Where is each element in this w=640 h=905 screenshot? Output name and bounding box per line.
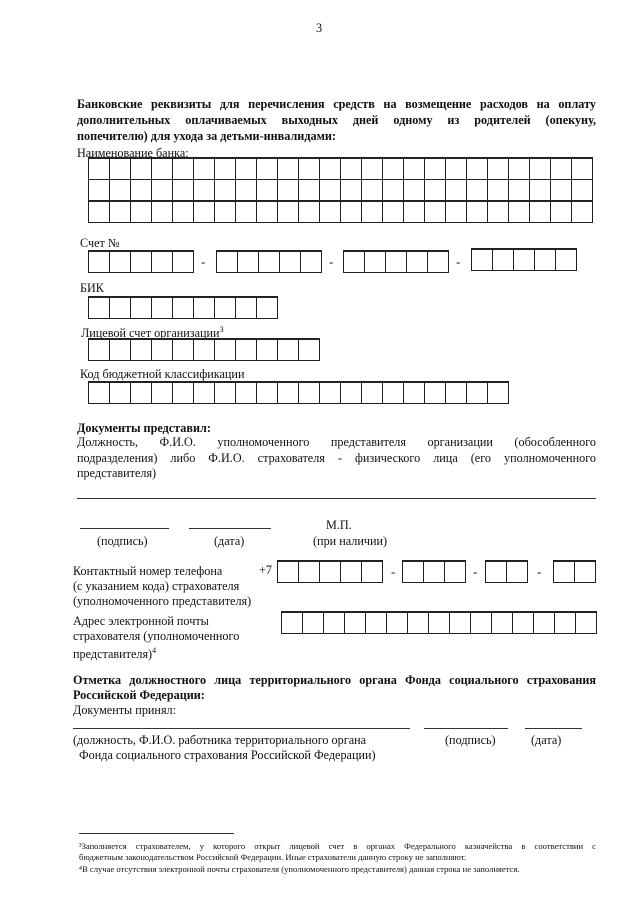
official-date-line[interactable] [525,728,582,729]
input-cell[interactable] [110,251,131,273]
input-cell[interactable] [535,249,556,271]
input-cell[interactable] [215,382,236,404]
input-cell[interactable] [341,158,362,180]
input-cell[interactable] [446,201,467,223]
email-label-line1: Адрес электронной почты [73,614,209,628]
email-label-line2: страхователя (уполномоченного [73,629,240,643]
account-group-4[interactable] [471,248,577,271]
input-cell[interactable] [236,158,257,180]
input-cell[interactable] [152,297,173,319]
input-cell[interactable] [446,382,467,404]
input-cell[interactable] [467,158,488,180]
input-cell[interactable] [236,382,257,404]
input-cell[interactable] [551,158,572,180]
input-cell[interactable] [445,561,466,583]
input-cell[interactable] [362,382,383,404]
bank-name-row-2[interactable] [88,179,593,201]
documents-accepted-label: Документы принял: [73,703,177,717]
input-cell[interactable] [257,382,278,404]
input-cell[interactable] [299,382,320,404]
input-cell[interactable] [152,179,173,201]
phone-dash-1: - [391,564,396,579]
footnote-3-line2: бюджетным законодательством Российской Федерации. Иные страхователи данную строку не заполняют. [79,852,466,862]
input-cell[interactable] [341,382,362,404]
input-cell[interactable] [320,179,341,201]
email-label-line3 [73,644,156,661]
input-cell[interactable] [404,382,425,404]
footnote-mark-3: 3 [219,325,224,334]
documents-heading: Документы представил: [77,421,211,435]
input-cell[interactable] [257,339,278,361]
input-cell[interactable] [407,251,428,273]
input-cell[interactable] [278,561,299,583]
input-cell[interactable] [278,179,299,201]
input-cell[interactable] [173,382,194,404]
documents-text-line3: представителя) [77,466,157,480]
budget-code-cells[interactable] [88,381,509,404]
input-cell[interactable] [324,612,345,634]
bank-heading-line2: дополнительных оплачиваемых выходных дней одному из родителей (опекуну, [77,113,596,127]
official-caption-line2: Фонда социального страхования Российской Федерации) [79,748,376,762]
bank-heading-line1: Банковские реквизиты для перечисления средств на возмещение расходов на оплату [77,97,596,111]
input-cell[interactable] [89,297,110,319]
representative-name-line[interactable] [77,498,596,499]
input-cell[interactable] [278,382,299,404]
input-cell[interactable] [131,382,152,404]
input-cell[interactable] [509,179,530,201]
budget-code-label: Код бюджетной классификации [80,367,245,381]
input-cell[interactable] [493,249,514,271]
input-cell[interactable] [362,201,383,223]
bank-name-row-1[interactable] [88,157,593,180]
input-cell[interactable] [173,201,194,223]
input-cell[interactable] [173,251,194,273]
account-group-2[interactable] [216,250,322,273]
input-cell[interactable] [257,297,278,319]
documents-text-line1: Должность, Ф.И.О. уполномоченного представителя организации (обособленного [77,435,596,449]
email-label-line3-text: представителя) [73,647,153,662]
input-cell[interactable] [486,561,507,583]
input-cell[interactable] [425,179,446,201]
input-cell[interactable] [278,339,299,361]
account-dash-2: - [329,254,334,269]
input-cell[interactable] [217,251,238,273]
input-cell[interactable] [238,251,259,273]
input-cell[interactable] [554,561,575,583]
stamp-label: М.П. [326,518,352,532]
input-cell[interactable] [383,158,404,180]
input-cell[interactable] [299,179,320,201]
phone-label-line3: (уполномоченного представителя) [73,594,252,608]
input-cell[interactable] [576,612,597,634]
input-cell[interactable] [110,201,131,223]
input-cell[interactable] [507,561,528,583]
input-cell[interactable] [345,612,366,634]
input-cell[interactable] [488,158,509,180]
input-cell[interactable] [387,612,408,634]
account-label: Счет № [80,236,120,250]
bank-name-row-3[interactable] [88,201,593,223]
signature-line[interactable] [80,528,169,529]
bik-cells[interactable] [88,296,278,319]
official-date-caption: (дата) [531,733,562,747]
input-cell[interactable] [467,201,488,223]
input-cell[interactable] [215,297,236,319]
input-cell[interactable] [514,249,535,271]
input-cell[interactable] [257,201,278,223]
input-cell[interactable] [555,612,576,634]
page-number: 3 [316,21,323,35]
footnote-mark-4: 4 [152,646,157,655]
input-cell[interactable] [404,179,425,201]
date-line[interactable] [189,528,271,529]
account-group-3[interactable] [343,250,449,273]
signature-caption: (подпись) [97,534,148,548]
input-cell[interactable] [404,158,425,180]
phone-prefix: +7 [259,563,272,577]
input-cell[interactable] [152,201,173,223]
input-cell[interactable] [341,201,362,223]
footnote-3-line1: ³Заполняется страхователем, у которого открыт лицевой счет в органах Федерального казначейства в соответствии с [79,841,596,851]
input-cell[interactable] [383,179,404,201]
input-cell[interactable] [467,382,488,404]
input-cell[interactable] [257,179,278,201]
input-cell[interactable] [89,339,110,361]
input-cell[interactable] [131,158,152,180]
personal-account-label-text: Лицевой счет организации [81,326,220,341]
input-cell[interactable] [365,251,386,273]
input-cell[interactable] [551,201,572,223]
phone-dash-2: - [473,564,478,579]
input-cell[interactable] [236,297,257,319]
input-cell[interactable] [173,339,194,361]
input-cell[interactable] [320,201,341,223]
input-cell[interactable] [236,179,257,201]
documents-text-line2: подразделения) либо Ф.И.О. страхователя - физического лица (его уполномоченного [77,451,596,465]
input-cell[interactable] [131,297,152,319]
input-cell[interactable] [131,251,152,273]
input-cell[interactable] [131,201,152,223]
bank-name-label: Наименование банка: [77,146,189,160]
input-cell[interactable] [572,201,593,223]
input-cell[interactable] [509,201,530,223]
input-cell[interactable] [280,251,301,273]
input-cell[interactable] [152,339,173,361]
bank-heading-line3: попечителю) для ухода за детьми-инвалидами: [77,129,336,143]
input-cell[interactable] [173,179,194,201]
input-cell[interactable] [215,339,236,361]
input-cell[interactable] [320,561,341,583]
input-cell[interactable] [467,179,488,201]
input-cell[interactable] [89,201,110,223]
input-cell[interactable] [472,249,493,271]
input-cell[interactable] [341,561,362,583]
input-cell[interactable] [492,612,513,634]
input-cell[interactable] [299,561,320,583]
official-caption-line1: (должность, Ф.И.О. работника территориального органа [73,733,367,747]
input-cell[interactable] [110,382,131,404]
input-cell[interactable] [341,179,362,201]
input-cell[interactable] [446,179,467,201]
personal-account-cells[interactable] [88,338,320,361]
input-cell[interactable] [110,158,131,180]
input-cell[interactable] [572,179,593,201]
input-cell[interactable] [215,179,236,201]
input-cell[interactable] [89,179,110,201]
input-cell[interactable] [320,158,341,180]
input-cell[interactable] [259,251,280,273]
input-cell[interactable] [383,382,404,404]
input-cell[interactable] [425,382,446,404]
input-cell[interactable] [278,201,299,223]
input-cell[interactable] [488,382,509,404]
input-cell[interactable] [89,382,110,404]
input-cell[interactable] [282,612,303,634]
date-caption: (дата) [214,534,245,548]
input-cell[interactable] [110,179,131,201]
input-cell[interactable] [530,158,551,180]
input-cell[interactable] [152,251,173,273]
input-cell[interactable] [278,158,299,180]
input-cell[interactable] [424,561,445,583]
input-cell[interactable] [408,612,429,634]
input-cell[interactable] [344,251,365,273]
input-cell[interactable] [471,612,492,634]
phone-dash-3: - [537,564,542,579]
input-cell[interactable] [194,382,215,404]
input-cell[interactable] [509,158,530,180]
fss-heading-line2: Российской Федерации: [73,688,205,702]
input-cell[interactable] [194,201,215,223]
input-cell[interactable] [194,339,215,361]
input-cell[interactable] [404,201,425,223]
input-cell[interactable] [530,179,551,201]
bik-label: БИК [80,281,104,295]
official-name-line[interactable] [73,728,410,729]
footnote-separator [79,833,234,834]
input-cell[interactable] [299,339,320,361]
input-cell[interactable] [194,158,215,180]
input-cell[interactable] [236,339,257,361]
email-cells[interactable] [281,611,597,634]
input-cell[interactable] [551,179,572,201]
input-cell[interactable] [89,251,110,273]
fss-heading-line1: Отметка должностного лица территориального органа Фонда социального страхования [73,673,596,687]
input-cell[interactable] [362,179,383,201]
input-cell[interactable] [488,201,509,223]
input-cell[interactable] [301,251,322,273]
input-cell[interactable] [513,612,534,634]
phone-group-2[interactable] [402,560,466,583]
input-cell[interactable] [131,339,152,361]
input-cell[interactable] [362,158,383,180]
phone-label-line1: Контактный номер телефона [73,564,223,578]
input-cell[interactable] [152,382,173,404]
input-cell[interactable] [488,179,509,201]
input-cell[interactable] [556,249,577,271]
input-cell[interactable] [450,612,471,634]
input-cell[interactable] [575,561,596,583]
input-cell[interactable] [425,201,446,223]
input-cell[interactable] [530,201,551,223]
account-group-1[interactable] [88,250,194,273]
input-cell[interactable] [215,201,236,223]
account-dash-1: - [201,254,206,269]
input-cell[interactable] [131,179,152,201]
input-cell[interactable] [194,179,215,201]
input-cell[interactable] [299,201,320,223]
input-cell[interactable] [110,297,131,319]
official-signature-line[interactable] [424,728,508,729]
input-cell[interactable] [215,158,236,180]
phone-group-3[interactable] [485,560,528,583]
stamp-note: (при наличии) [313,534,388,548]
input-cell[interactable] [152,158,173,180]
input-cell[interactable] [303,612,324,634]
input-cell[interactable] [194,297,215,319]
input-cell[interactable] [299,158,320,180]
input-cell[interactable] [429,612,450,634]
input-cell[interactable] [534,612,555,634]
input-cell[interactable] [236,201,257,223]
input-cell[interactable] [425,158,446,180]
input-cell[interactable] [428,251,449,273]
input-cell[interactable] [89,158,110,180]
input-cell[interactable] [110,339,131,361]
input-cell[interactable] [366,612,387,634]
phone-group-4[interactable] [553,560,596,583]
input-cell[interactable] [362,561,383,583]
phone-label-line2: (с указанием кода) страхователя [73,579,240,593]
input-cell[interactable] [257,158,278,180]
input-cell[interactable] [383,201,404,223]
input-cell[interactable] [386,251,407,273]
phone-code-cells[interactable] [277,560,383,583]
input-cell[interactable] [572,158,593,180]
account-dash-3: - [456,254,461,269]
input-cell[interactable] [446,158,467,180]
official-signature-caption: (подпись) [445,733,496,747]
input-cell[interactable] [173,297,194,319]
input-cell[interactable] [173,158,194,180]
input-cell[interactable] [320,382,341,404]
input-cell[interactable] [403,561,424,583]
footnote-4-line1: ⁴В случае отсутствия электронной почты страхователя (уполномоченного представителя) данная строка не заполняется. [79,864,520,874]
